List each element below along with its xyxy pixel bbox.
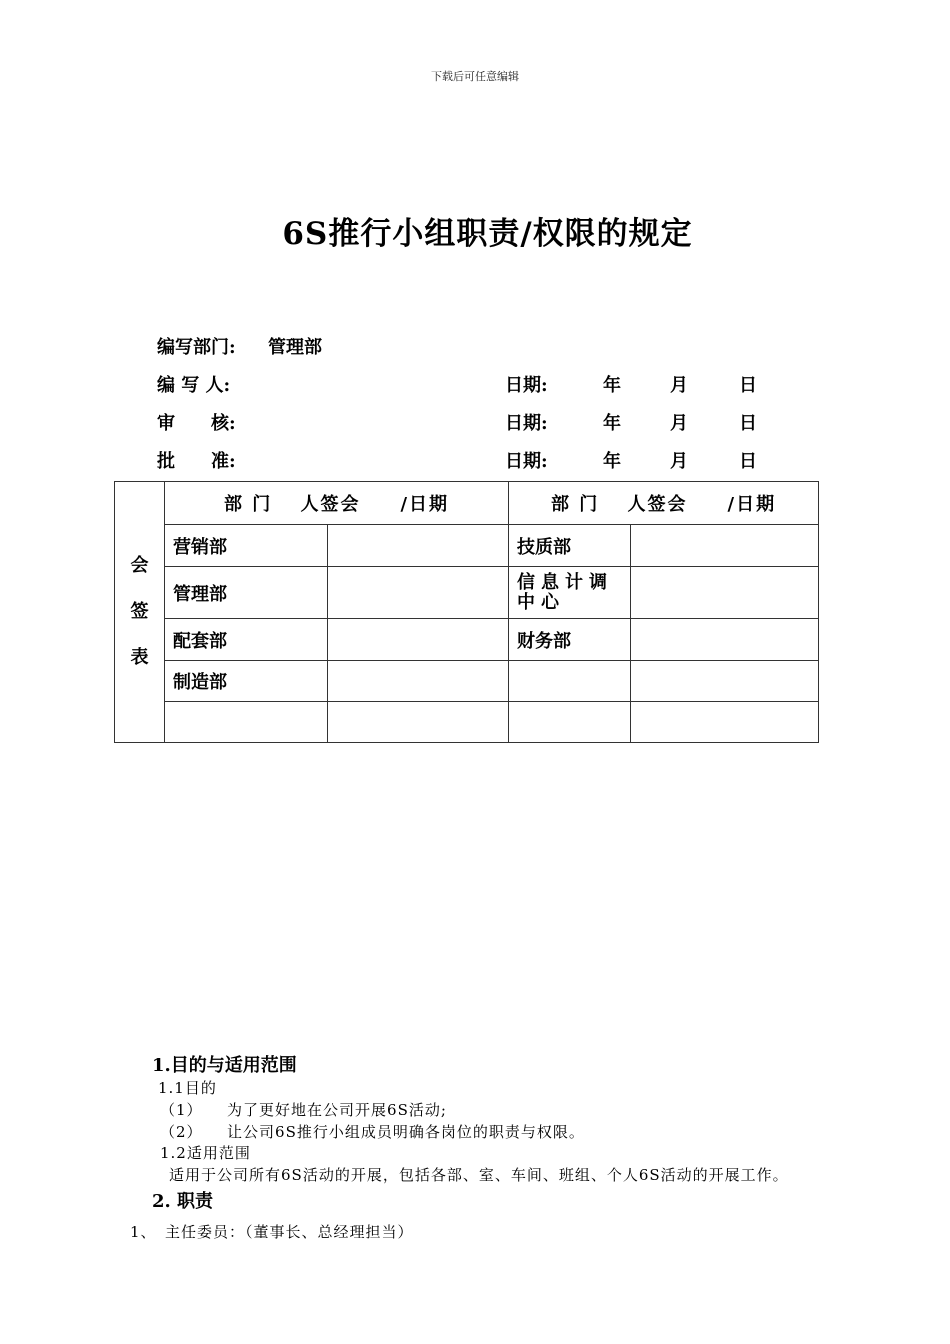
- section-1-1-item-a: （1） 为了更好地在公司开展6S活动;: [160, 1101, 447, 1119]
- table-row: [115, 702, 819, 743]
- table-row: [115, 619, 819, 661]
- right-dept-cell: 财务部: [509, 619, 631, 661]
- table-row: [115, 567, 819, 619]
- table-row: [115, 525, 819, 567]
- right-sign-cell[interactable]: [631, 525, 819, 567]
- header-note: 下载后可任意编辑: [431, 70, 519, 83]
- section-1-2-text: 适用于公司所有6S活动的开展，包括各部、室、车间、班组、个人6S活动的开展工作。: [169, 1166, 789, 1184]
- section-2-title: 2. 职责: [152, 1191, 214, 1212]
- table-header-row: [115, 482, 819, 525]
- right-sign-cell[interactable]: [631, 702, 819, 743]
- review-label: 审 核:: [157, 413, 236, 434]
- approve-date-day: 日: [739, 451, 757, 472]
- left-sign-cell[interactable]: [328, 661, 509, 702]
- author-date-month: 月: [670, 375, 688, 396]
- left-dept-cell: 制造部: [165, 661, 328, 702]
- document-title: 6S推行小组职责/权限的规定: [282, 216, 693, 252]
- review-date-year: 年: [603, 413, 621, 434]
- right-sign-cell[interactable]: [631, 567, 819, 619]
- countersign-table: [114, 481, 819, 743]
- review-date-day: 日: [739, 413, 757, 434]
- left-dept-cell: [165, 702, 328, 743]
- section-1-2-heading: 1.2适用范围: [160, 1144, 251, 1162]
- review-date-month: 月: [670, 413, 688, 434]
- section-1-1-item-b: （2） 让公司6S推行小组成员明确各岗位的职责与权限。: [160, 1123, 585, 1141]
- right-dept-cell: [509, 702, 631, 743]
- table-row: [115, 661, 819, 702]
- approve-label: 批 准:: [157, 451, 236, 472]
- side-char-3: 表: [130, 647, 149, 668]
- left-dept-cell: 营销部: [165, 525, 328, 567]
- review-date-label: 日期:: [505, 413, 548, 434]
- right-sign-cell[interactable]: [631, 619, 819, 661]
- header-left: 部 门 人签会 /日期: [165, 482, 509, 525]
- side-char-2: 签: [130, 601, 149, 622]
- right-dept-cell: 技质部: [509, 525, 631, 567]
- left-sign-cell[interactable]: [328, 525, 509, 567]
- left-dept-cell: 配套部: [165, 619, 328, 661]
- left-sign-cell[interactable]: [328, 567, 509, 619]
- author-date-label: 日期:: [505, 375, 548, 396]
- right-dept-cell: [509, 661, 631, 702]
- left-sign-cell[interactable]: [328, 702, 509, 743]
- dept-value: 管理部: [268, 337, 322, 358]
- side-char-1: 会: [130, 555, 149, 576]
- author-date-day: 日: [739, 375, 757, 396]
- approve-date-year: 年: [603, 451, 621, 472]
- section-2-item-1: 1、 主任委员：（董事长、总经理担当）: [130, 1223, 414, 1241]
- approve-date-month: 月: [670, 451, 688, 472]
- author-date-year: 年: [603, 375, 621, 396]
- approve-date-label: 日期:: [505, 451, 548, 472]
- section-1-1-heading: 1.1目的: [158, 1079, 217, 1097]
- right-sign-cell[interactable]: [631, 661, 819, 702]
- dept-label: 编写部门:: [157, 337, 236, 358]
- section-1-title: 1.目的与适用范围: [152, 1055, 297, 1076]
- author-label: 编 写 人:: [157, 375, 231, 396]
- left-dept-cell: 管理部: [165, 567, 328, 619]
- right-dept-cell: 信息计调中心: [509, 567, 631, 619]
- countersign-side-label: [115, 482, 165, 743]
- header-right: 部 门 人签会 /日期: [509, 482, 819, 525]
- left-sign-cell[interactable]: [328, 619, 509, 661]
